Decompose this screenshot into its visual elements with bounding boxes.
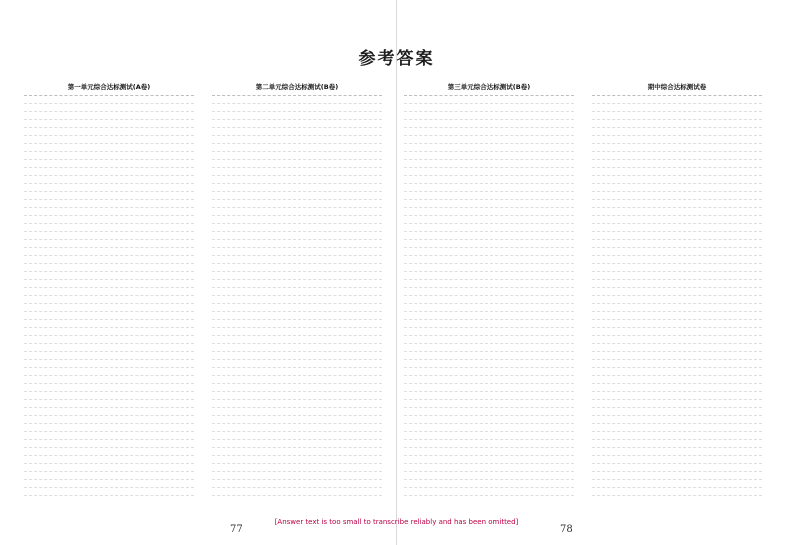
omitted-line — [592, 176, 762, 184]
omitted-text-block — [592, 95, 762, 496]
omitted-line — [404, 264, 574, 272]
page-gutter — [396, 0, 397, 545]
omitted-line — [24, 352, 194, 360]
omitted-line — [592, 256, 762, 264]
omitted-line — [212, 216, 382, 224]
omitted-line — [24, 408, 194, 416]
omitted-line — [24, 112, 194, 120]
omitted-line — [212, 224, 382, 232]
omitted-line — [24, 184, 194, 192]
omitted-line — [404, 160, 574, 168]
omitted-line — [212, 328, 382, 336]
omitted-line — [24, 304, 194, 312]
omitted-line — [404, 280, 574, 288]
omitted-line — [212, 376, 382, 384]
omitted-line — [24, 456, 194, 464]
omitted-line — [592, 400, 762, 408]
omitted-line — [404, 248, 574, 256]
omitted-line — [404, 288, 574, 296]
omitted-line — [24, 488, 194, 496]
omitted-line — [404, 424, 574, 432]
omitted-line — [24, 432, 194, 440]
omitted-line — [24, 392, 194, 400]
omitted-line — [24, 424, 194, 432]
omitted-line — [592, 456, 762, 464]
omitted-line — [404, 312, 574, 320]
omitted-line — [592, 448, 762, 456]
omitted-line — [404, 112, 574, 120]
omitted-line — [404, 152, 574, 160]
omitted-line — [212, 256, 382, 264]
section-heading: 第三单元综合达标测试(B卷) — [447, 83, 531, 91]
omitted-line — [24, 288, 194, 296]
omitted-line — [24, 216, 194, 224]
omitted-line — [592, 304, 762, 312]
omitted-line — [212, 416, 382, 424]
omitted-line — [24, 464, 194, 472]
omitted-line — [212, 128, 382, 136]
omitted-line — [212, 344, 382, 352]
omitted-line — [592, 472, 762, 480]
omitted-line — [592, 224, 762, 232]
omitted-line — [212, 448, 382, 456]
omitted-line — [212, 384, 382, 392]
omitted-line — [592, 280, 762, 288]
omitted-line — [212, 120, 382, 128]
omitted-line — [24, 376, 194, 384]
omitted-line — [24, 120, 194, 128]
omitted-line — [404, 184, 574, 192]
omitted-line — [592, 336, 762, 344]
omitted-line — [24, 328, 194, 336]
omitted-line — [212, 360, 382, 368]
omitted-text-block — [404, 95, 574, 496]
omitted-line — [24, 368, 194, 376]
omitted-line — [592, 440, 762, 448]
omitted-line — [212, 392, 382, 400]
omitted-line — [404, 104, 574, 112]
omitted-line — [404, 488, 574, 496]
page-number-right: 78 — [560, 524, 573, 535]
omitted-line — [404, 408, 574, 416]
omitted-line — [404, 440, 574, 448]
omitted-line — [212, 264, 382, 272]
omitted-line — [212, 232, 382, 240]
omitted-line — [592, 368, 762, 376]
omitted-line — [592, 352, 762, 360]
omitted-line — [592, 144, 762, 152]
omitted-line — [212, 184, 382, 192]
omitted-line — [404, 96, 574, 104]
omitted-line — [212, 136, 382, 144]
omitted-line — [592, 320, 762, 328]
omitted-line — [404, 360, 574, 368]
omitted-line — [592, 136, 762, 144]
omitted-line — [592, 272, 762, 280]
omitted-line — [592, 160, 762, 168]
answer-column-3 — [404, 76, 574, 508]
answer-column-1 — [24, 76, 194, 508]
omitted-text-block — [212, 95, 382, 496]
page-title: 参考答案 — [358, 49, 435, 69]
omitted-line — [212, 176, 382, 184]
omitted-line — [404, 464, 574, 472]
omitted-line — [212, 440, 382, 448]
omitted-line — [592, 392, 762, 400]
omission-note: [Answer text is too small to transcribe reliably and has been omitted] — [274, 518, 519, 526]
omitted-line — [592, 384, 762, 392]
omitted-line — [212, 96, 382, 104]
omitted-line — [24, 224, 194, 232]
omitted-line — [592, 168, 762, 176]
answer-column-4 — [592, 76, 762, 508]
omitted-line — [404, 328, 574, 336]
omitted-line — [24, 336, 194, 344]
omitted-line — [212, 144, 382, 152]
omitted-line — [24, 208, 194, 216]
omitted-line — [404, 120, 574, 128]
omitted-line — [404, 368, 574, 376]
omitted-line — [404, 432, 574, 440]
omitted-line — [592, 416, 762, 424]
omitted-line — [404, 224, 574, 232]
omitted-line — [212, 112, 382, 120]
omitted-line — [24, 248, 194, 256]
omitted-line — [212, 304, 382, 312]
omitted-line — [24, 240, 194, 248]
omitted-line — [212, 152, 382, 160]
omitted-line — [592, 432, 762, 440]
omitted-line — [404, 272, 574, 280]
omitted-line — [212, 200, 382, 208]
omitted-line — [212, 472, 382, 480]
omitted-line — [592, 216, 762, 224]
omitted-line — [404, 296, 574, 304]
omitted-line — [404, 192, 574, 200]
omitted-line — [404, 304, 574, 312]
omitted-line — [404, 216, 574, 224]
omitted-line — [592, 312, 762, 320]
omitted-line — [24, 296, 194, 304]
omitted-line — [404, 384, 574, 392]
omitted-line — [592, 264, 762, 272]
omitted-line — [592, 104, 762, 112]
omitted-line — [592, 192, 762, 200]
omitted-line — [24, 192, 194, 200]
section-heading: 期中综合达标测试卷 — [647, 83, 707, 91]
omitted-line — [212, 104, 382, 112]
omitted-line — [24, 176, 194, 184]
section-heading: 第二单元综合达标测试(B卷) — [255, 83, 339, 91]
omitted-line — [212, 312, 382, 320]
omitted-line — [592, 488, 762, 496]
omitted-line — [24, 256, 194, 264]
omitted-line — [404, 456, 574, 464]
omitted-line — [24, 144, 194, 152]
omitted-line — [24, 128, 194, 136]
omitted-line — [404, 256, 574, 264]
omitted-line — [404, 416, 574, 424]
answer-column-2 — [212, 76, 382, 508]
omitted-line — [592, 152, 762, 160]
omitted-line — [404, 144, 574, 152]
omitted-line — [24, 104, 194, 112]
omitted-line — [404, 176, 574, 184]
omitted-line — [24, 136, 194, 144]
omitted-line — [592, 96, 762, 104]
omitted-line — [24, 152, 194, 160]
omitted-line — [24, 96, 194, 104]
omitted-text-block — [24, 95, 194, 496]
omitted-line — [592, 112, 762, 120]
omitted-line — [592, 208, 762, 216]
omitted-line — [404, 168, 574, 176]
omitted-line — [404, 400, 574, 408]
omitted-line — [212, 272, 382, 280]
omitted-line — [404, 208, 574, 216]
omitted-line — [24, 320, 194, 328]
omitted-line — [24, 280, 194, 288]
omitted-line — [24, 400, 194, 408]
omitted-line — [24, 472, 194, 480]
omitted-line — [404, 336, 574, 344]
omitted-line — [212, 168, 382, 176]
omitted-line — [404, 344, 574, 352]
omitted-line — [212, 160, 382, 168]
omitted-line — [24, 312, 194, 320]
omitted-line — [24, 160, 194, 168]
omitted-line — [24, 448, 194, 456]
omitted-line — [404, 320, 574, 328]
omitted-line — [404, 472, 574, 480]
section-heading: 第一单元综合达标测试(A卷) — [67, 83, 151, 91]
omitted-line — [212, 280, 382, 288]
omitted-line — [404, 448, 574, 456]
omitted-line — [592, 128, 762, 136]
omitted-line — [404, 232, 574, 240]
omitted-line — [212, 368, 382, 376]
omitted-line — [592, 296, 762, 304]
omitted-line — [24, 232, 194, 240]
omitted-line — [592, 480, 762, 488]
omitted-line — [24, 416, 194, 424]
omitted-line — [404, 392, 574, 400]
omitted-line — [592, 200, 762, 208]
omitted-line — [24, 384, 194, 392]
omitted-line — [212, 424, 382, 432]
omitted-line — [592, 288, 762, 296]
omitted-line — [24, 168, 194, 176]
omitted-line — [24, 272, 194, 280]
omitted-line — [404, 136, 574, 144]
omitted-line — [592, 240, 762, 248]
omitted-line — [212, 352, 382, 360]
omitted-line — [592, 360, 762, 368]
omitted-line — [212, 456, 382, 464]
omitted-line — [212, 296, 382, 304]
omitted-line — [404, 352, 574, 360]
omitted-line — [592, 424, 762, 432]
omitted-line — [212, 320, 382, 328]
omitted-line — [212, 432, 382, 440]
omitted-line — [24, 360, 194, 368]
omitted-line — [592, 376, 762, 384]
omitted-line — [212, 208, 382, 216]
omitted-line — [592, 344, 762, 352]
omitted-line — [592, 232, 762, 240]
omitted-line — [24, 344, 194, 352]
omitted-line — [24, 480, 194, 488]
omitted-line — [404, 240, 574, 248]
omitted-line — [212, 336, 382, 344]
omitted-line — [212, 488, 382, 496]
omitted-line — [212, 192, 382, 200]
omitted-line — [592, 328, 762, 336]
omitted-line — [212, 480, 382, 488]
omitted-line — [212, 240, 382, 248]
omitted-line — [212, 408, 382, 416]
omitted-line — [592, 120, 762, 128]
omitted-line — [24, 264, 194, 272]
omitted-line — [212, 464, 382, 472]
omitted-line — [592, 184, 762, 192]
omitted-line — [24, 440, 194, 448]
omitted-line — [592, 248, 762, 256]
omitted-line — [404, 376, 574, 384]
page-number-left: 77 — [230, 524, 243, 535]
omitted-line — [212, 400, 382, 408]
omitted-line — [24, 200, 194, 208]
omitted-line — [212, 288, 382, 296]
omitted-line — [212, 248, 382, 256]
omitted-line — [404, 480, 574, 488]
omitted-line — [592, 464, 762, 472]
omitted-line — [404, 200, 574, 208]
omitted-line — [592, 408, 762, 416]
omitted-line — [404, 128, 574, 136]
